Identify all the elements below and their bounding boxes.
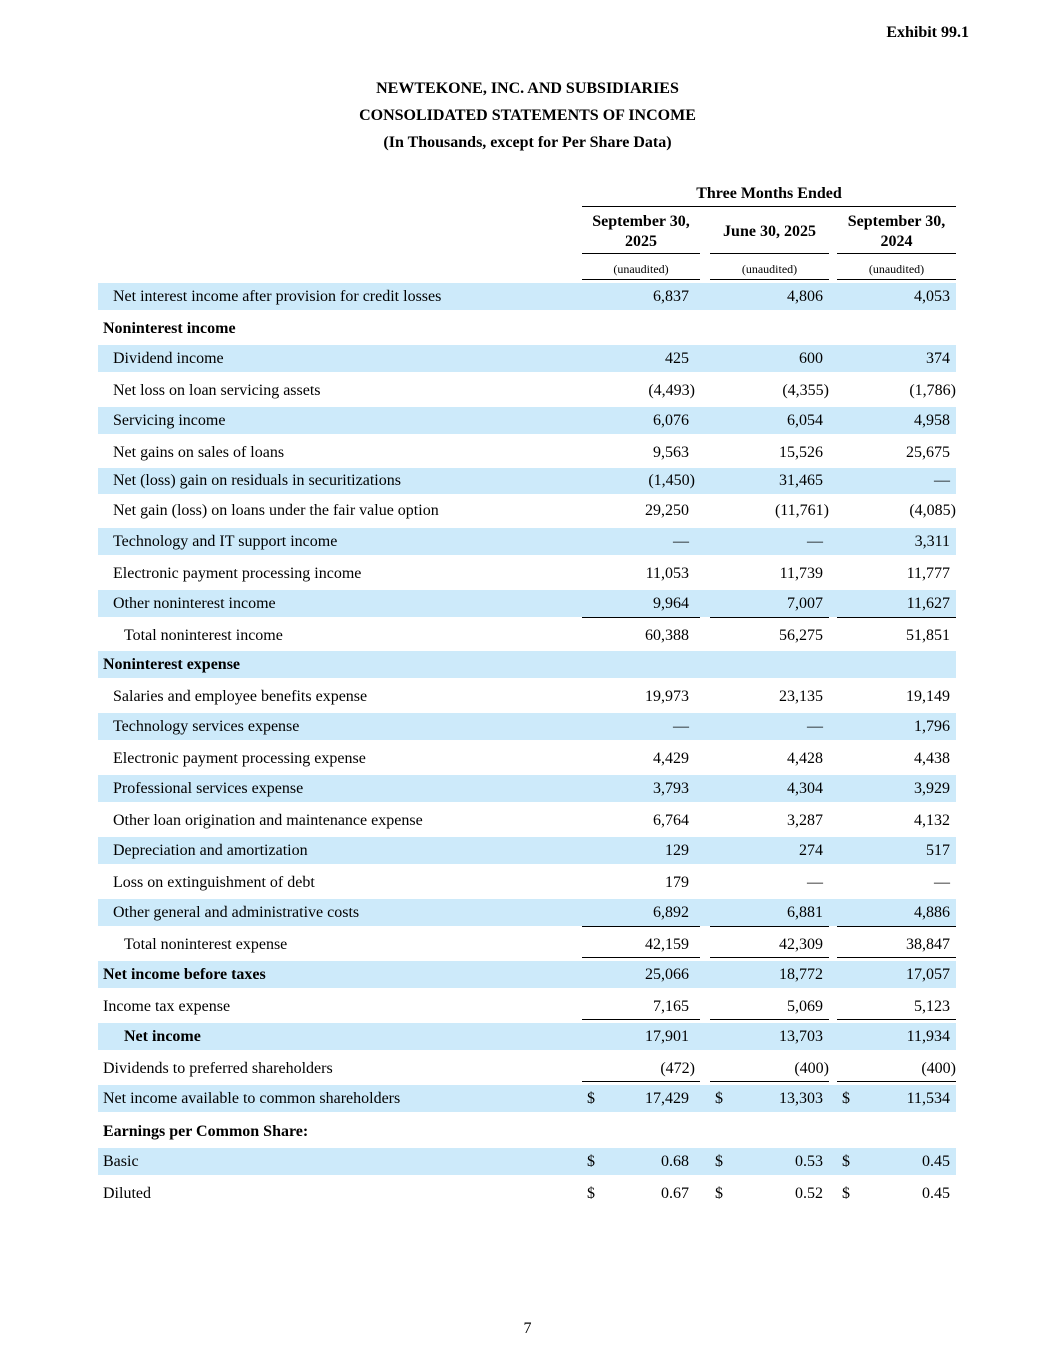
table-cell: 11,777: [906, 565, 950, 582]
row-label: Salaries and employee benefits expense: [113, 688, 368, 705]
table-cell: 600: [799, 349, 823, 367]
table-cell: 6,881: [787, 903, 823, 921]
table-cell: 5,069: [787, 998, 823, 1015]
total-rule: [710, 1081, 829, 1082]
table-row: [98, 713, 956, 740]
table-cell: 6,076: [653, 411, 689, 429]
table-cell: 11,053: [645, 565, 689, 582]
table-cell: 60,388: [645, 627, 689, 644]
total-rule: [582, 926, 700, 927]
currency-symbol: $: [842, 1152, 850, 1170]
statement-subtitle: (In Thousands, except for Per Share Data): [383, 134, 672, 151]
table-cell: 15,526: [779, 444, 823, 461]
table-cell: 0.45: [922, 1185, 950, 1202]
row-label: Servicing income: [113, 411, 226, 429]
table-cell: 19,973: [645, 688, 689, 705]
currency-symbol: $: [587, 1152, 595, 1170]
table-cell: 9,563: [653, 444, 689, 461]
table-cell: [710, 651, 829, 678]
statement-title: CONSOLIDATED STATEMENTS OF INCOME: [359, 107, 696, 124]
table-cell: 17,901: [645, 1027, 689, 1045]
unaudited-note: (unaudited): [613, 262, 669, 276]
table-row: [98, 468, 956, 494]
total-rule: [710, 926, 829, 927]
table-cell: 9,964: [653, 594, 689, 612]
table-cell: 274: [799, 841, 823, 859]
table-row: [98, 837, 956, 864]
table-cell: 4,428: [787, 750, 823, 767]
row-label: Net (loss) gain on residuals in securitizations: [113, 472, 401, 489]
row-label: Loss on extinguishment of debt: [113, 874, 315, 891]
table-cell: (11,761): [774, 502, 829, 519]
currency-symbol: $: [842, 1089, 850, 1107]
table-cell: 13,703: [779, 1027, 823, 1045]
table-cell: 29,250: [645, 502, 689, 519]
row-label: Net loss on loan servicing assets: [113, 382, 321, 399]
table-cell: 0.45: [922, 1152, 950, 1170]
table-row: [98, 1179, 956, 1209]
table-row: [98, 682, 956, 712]
table-row: [98, 1023, 956, 1050]
table-cell: 6,054: [787, 411, 823, 429]
table-row: [98, 775, 956, 802]
table-cell: 7,165: [653, 998, 689, 1015]
table-cell: 4,886: [914, 903, 950, 921]
total-rule: [710, 957, 829, 958]
total-rule: [582, 617, 700, 618]
table-cell: —: [807, 874, 823, 891]
row-label: Basic: [103, 1152, 139, 1170]
total-rule: [582, 1081, 700, 1082]
total-rule: [837, 957, 956, 958]
exhibit-label: Exhibit 99.1: [886, 24, 969, 41]
column-header-underline: [837, 253, 956, 254]
table-cell: 1,796: [914, 717, 950, 735]
table-cell: —: [807, 532, 823, 550]
table-cell: (4,493): [648, 382, 695, 399]
table-cell: —: [807, 717, 823, 735]
currency-symbol: $: [715, 1185, 723, 1202]
row-label: Other loan origination and maintenance expense: [113, 812, 423, 829]
table-cell: (400): [794, 1060, 829, 1077]
table-cell: 3,793: [653, 779, 689, 797]
table-cell: 4,053: [914, 287, 950, 305]
row-label: Net gains on sales of loans: [113, 444, 285, 461]
table-row: [98, 1148, 956, 1175]
table-row: [98, 744, 956, 774]
column-header-jun-2025: June 30, 2025: [723, 223, 816, 240]
table-cell: 179: [665, 874, 689, 891]
table-cell: (400): [921, 1060, 956, 1077]
table-row: [98, 930, 956, 960]
table-cell: 17,057: [906, 965, 950, 983]
total-rule: [837, 1081, 956, 1082]
table-cell: —: [673, 717, 689, 735]
table-row: [98, 559, 956, 589]
table-row: [98, 283, 956, 310]
table-cell: 42,309: [779, 936, 823, 953]
table-cell: 7,007: [787, 594, 823, 612]
total-rule: [837, 926, 956, 927]
table-cell: 4,438: [914, 750, 950, 767]
row-label: Noninterest expense: [103, 655, 241, 673]
row-label: Earnings per Common Share:: [103, 1123, 309, 1140]
total-rule: [710, 617, 829, 618]
table-cell: (472): [660, 1060, 695, 1077]
column-header-sep-2025: September 30, 2025: [592, 213, 690, 250]
company-name: NEWTEKONE, INC. AND SUBSIDIARIES: [376, 80, 679, 97]
table-row: [98, 345, 956, 372]
row-label: Dividend income: [113, 349, 224, 367]
table-cell: —: [934, 874, 950, 891]
table-cell: 11,627: [906, 594, 950, 612]
table-cell: 25,675: [906, 444, 950, 461]
table-cell: 374: [926, 349, 950, 367]
table-cell: (4,085): [909, 502, 956, 519]
table-row: [98, 590, 956, 617]
table-row: [98, 899, 956, 926]
period-group-header: Three Months Ended: [696, 185, 842, 202]
table-cell: [837, 1117, 956, 1147]
table-cell: 6,837: [653, 287, 689, 305]
table-row: [98, 992, 956, 1022]
table-cell: (1,786): [909, 382, 956, 399]
row-label: Diluted: [103, 1185, 151, 1202]
row-label: Technology and IT support income: [113, 532, 338, 550]
column-header-underline: [710, 253, 829, 254]
table-cell: 18,772: [779, 965, 823, 983]
table-cell: 11,739: [779, 565, 823, 582]
table-cell: [582, 651, 695, 678]
table-cell: [710, 314, 829, 344]
group-underline: [582, 206, 956, 207]
table-cell: 56,275: [779, 627, 823, 644]
table-cell: 0.68: [661, 1152, 689, 1170]
subheader-underline: [582, 279, 700, 280]
row-label: Electronic payment processing expense: [113, 750, 366, 767]
total-rule: [837, 617, 956, 618]
row-label: Net gain (loss) on loans under the fair value option: [113, 502, 439, 519]
row-label: Other noninterest income: [113, 594, 276, 612]
row-label: Net income: [124, 1027, 201, 1045]
table-row: [98, 314, 956, 344]
table-cell: 23,135: [779, 688, 823, 705]
column-header-sep-2024: September 30, 2024: [847, 213, 946, 250]
table-row: [98, 961, 956, 988]
table-cell: 31,465: [779, 472, 823, 489]
row-label: Depreciation and amortization: [113, 841, 308, 859]
table-row: [98, 528, 956, 555]
total-rule: [837, 1019, 956, 1020]
table-row: [98, 438, 956, 468]
table-cell: 129: [665, 841, 689, 859]
table-cell: 6,892: [653, 903, 689, 921]
table-row: [98, 1117, 956, 1147]
table-row: [98, 376, 956, 406]
row-label: Technology services expense: [113, 717, 300, 735]
row-label: Professional services expense: [113, 779, 304, 797]
table-cell: 3,929: [914, 779, 950, 797]
table-cell: —: [934, 472, 950, 489]
column-header-underline: [582, 253, 700, 254]
table-row: [98, 651, 956, 678]
currency-symbol: $: [715, 1152, 723, 1170]
row-label: Total noninterest income: [124, 627, 283, 644]
table-cell: 6,764: [653, 812, 689, 829]
currency-symbol: $: [842, 1185, 850, 1202]
table-cell: 51,851: [906, 627, 950, 644]
table-cell: —: [673, 532, 689, 550]
row-label: Net interest income after provision for credit losses: [113, 287, 442, 305]
table-cell: 11,534: [906, 1089, 950, 1107]
total-rule: [582, 1019, 700, 1020]
row-label: Dividends to preferred shareholders: [103, 1060, 333, 1077]
table-cell: [710, 1117, 829, 1147]
table-cell: 0.67: [661, 1185, 689, 1202]
table-row: [98, 1085, 956, 1112]
table-cell: 42,159: [645, 936, 689, 953]
table-cell: 425: [665, 349, 689, 367]
table-cell: 4,429: [653, 750, 689, 767]
total-rule: [582, 957, 700, 958]
unaudited-note: (unaudited): [741, 262, 798, 276]
table-cell: 5,123: [914, 998, 950, 1015]
subheader-underline: [837, 279, 956, 280]
table-cell: 3,311: [914, 532, 950, 550]
table-cell: 0.52: [795, 1185, 823, 1202]
table-cell: 4,806: [787, 287, 823, 305]
table-cell: 19,149: [906, 688, 950, 705]
table-row: [98, 806, 956, 836]
table-cell: (4,355): [782, 382, 829, 399]
table-row: [98, 407, 956, 434]
row-label: Electronic payment processing income: [113, 565, 362, 582]
table-cell: 13,303: [779, 1089, 823, 1107]
unaudited-note: (unaudited): [868, 262, 925, 276]
currency-symbol: $: [587, 1089, 595, 1107]
table-cell: 4,132: [914, 812, 950, 829]
table-cell: [837, 651, 956, 678]
table-row: [98, 497, 956, 525]
table-row: [98, 1054, 956, 1084]
table-cell: 3,287: [787, 812, 823, 829]
table-cell: 4,958: [914, 411, 950, 429]
row-label: Other general and administrative costs: [113, 903, 360, 921]
table-row: [98, 868, 956, 898]
currency-symbol: $: [715, 1089, 723, 1107]
table-cell: 17,429: [645, 1089, 689, 1107]
page-number: 7: [523, 1320, 532, 1337]
table-cell: (1,450): [648, 472, 695, 489]
table-cell: 0.53: [795, 1152, 823, 1170]
currency-symbol: $: [587, 1185, 595, 1202]
table-cell: 11,934: [906, 1027, 950, 1045]
total-rule: [710, 1019, 829, 1020]
table-cell: 38,847: [906, 936, 950, 953]
table-row: [98, 621, 956, 651]
row-label: Income tax expense: [103, 998, 231, 1015]
subheader-underline: [710, 279, 829, 280]
table-cell: 517: [926, 841, 950, 859]
row-label: Net income before taxes: [103, 965, 266, 983]
row-label: Net income available to common shareholders: [103, 1089, 401, 1107]
row-label: Noninterest income: [103, 320, 236, 337]
table-cell: 4,304: [787, 779, 823, 797]
row-label: Total noninterest expense: [124, 936, 288, 953]
table-cell: [837, 314, 956, 344]
table-cell: [582, 314, 695, 344]
table-cell: 25,066: [645, 965, 689, 983]
table-cell: [582, 1117, 695, 1147]
